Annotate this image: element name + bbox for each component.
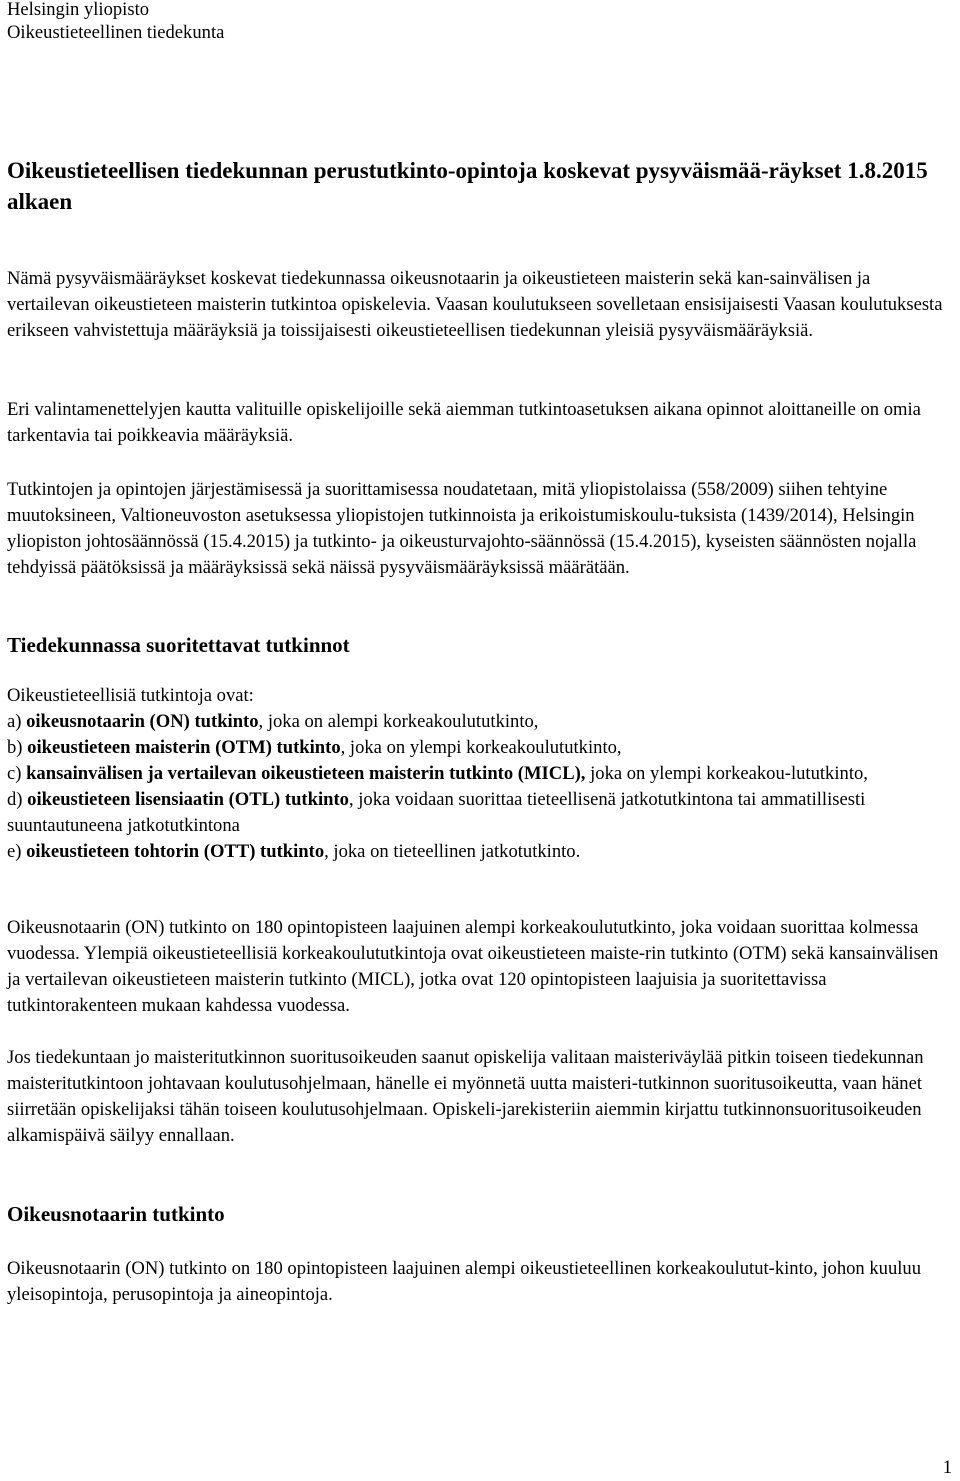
document-title: Oikeustieteellisen tiedekunnan perustutkinto-opintoja koskevat pysyväismää-räykset 1.8.2015 alkaen	[7, 158, 928, 214]
masters-route-paragraph: Jos tiedekuntaan jo maisteritutkinnon suoritusoikeuden saanut opiskelija valitaan maisteriväylää pitkin toiseen tiedekunnan maisteritutkintoon johtavaan koulutusohjelmaan, hänelle ei myönnetä uutta maisteri-tutkinnon suoritusoikeutta, vaan hänet siirretään opiskelijaksi tähän toiseen koulutusohjelmaan. Opiskeli-jarekisteriin aiemmin kirjattu tutkinnonsuoritusoikeuden alkamispäivä säilyy ennallaan.	[7, 1047, 924, 1146]
list-item: c) kansainvälisen ja vertailevan oikeustieteen maisterin tutkinto (MICL), joka on ylempi korkeakou-lututkinto,	[7, 763, 868, 784]
list-item: b) oikeustieteen maisterin (OTM) tutkinto, joka on ylempi korkeakoulututkinto,	[7, 737, 622, 758]
list-lead: Oikeustieteellisiä tutkintoja ovat:	[7, 685, 254, 706]
list-item: d) oikeustieteen lisensiaatin (OTL) tutkinto, joka voidaan suorittaa tieteellisenä jatkotutkintona tai ammatillisesti suuntautuneena jatkotutkintona	[7, 789, 866, 836]
page-number: 1	[942, 1457, 952, 1478]
on-description-paragraph: Oikeusnotaarin (ON) tutkinto on 180 opintopisteen laajuinen alempi oikeustieteellinen korkeakoulutut-kinto, johon kuuluu yleisopintoja, perusopintoja ja aineopintoja.	[7, 1258, 922, 1305]
selection-paragraph: Eri valintamenettelyjen kautta valituille opiskelijoille sekä aiemman tutkintoasetuksen aikana opinnot aloittaneille on omia tarkentavia tai poikkeavia määräyksiä.	[7, 399, 921, 446]
section-heading-on: Oikeusnotaarin tutkinto	[7, 1202, 225, 1226]
on-degree-paragraph: Oikeusnotaarin (ON) tutkinto on 180 opintopisteen laajuinen alempi korkeakoulututkinto, joka voidaan suorittaa kolmessa vuodessa. Ylempiä oikeustieteellisiä korkeakoulututkintoja ovat oikeustieteen maiste-rin tutkinto (OTM) sekä kansainvälisen ja vertailevan oikeustieteen maisterin tutkinto (MICL), jotka ovat 120 opintopisteen laajuisia ja suoritettavissa tutkintorakenteen mukaan kahdessa vuodessa.	[7, 917, 939, 1016]
list-item: a) oikeusnotaarin (ON) tutkinto, joka on alempi korkeakoulututkinto,	[7, 711, 539, 732]
list-item: e) oikeustieteen tohtorin (OTT) tutkinto, joka on tieteellinen jatkotutkinto.	[7, 841, 581, 862]
regulations-paragraph: Tutkintojen ja opintojen järjestämisessä ja suorittamisessa noudatetaan, mitä yliopistolaissa (558/2009) siihen tehtyine muutoksineen, Valtioneuvoston asetuksessa yliopistojen tutkinnoista ja erikoistumiskoulu-tuksista (1439/2014), Helsingin yliopiston johtosäännössä (15.4.2015) ja tutkinto- ja oikeusturvajohto-säännössä (15.4.2015), kyseisten säännösten nojalla tehdyissä päätöksissä ja määräyksissä sekä näissä pysyväismääräyksissä määrätään.	[7, 479, 917, 578]
intro-paragraph: Nämä pysyväismääräykset koskevat tiedekunnassa oikeusnotaarin ja oikeustieteen maisterin sekä kan-sainvälisen ja vertailevan oikeustieteen maisterin tutkintoa opiskelevia. Vaasan koulutukseen sovelletaan ensisijaisesti Vaasan koulutuksesta erikseen vahvistettuja määräyksiä ja toissijaisesti oikeustieteellisen tiedekunnan yleisiä pysyväismääräyksiä.	[7, 268, 943, 341]
section-heading-degrees: Tiedekunnassa suoritettavat tutkinnot	[7, 633, 350, 657]
faculty-name: Oikeustieteellinen tiedekunta	[7, 22, 225, 43]
degree-list	[7, 683, 953, 865]
university-name: Helsingin yliopisto	[7, 0, 150, 20]
